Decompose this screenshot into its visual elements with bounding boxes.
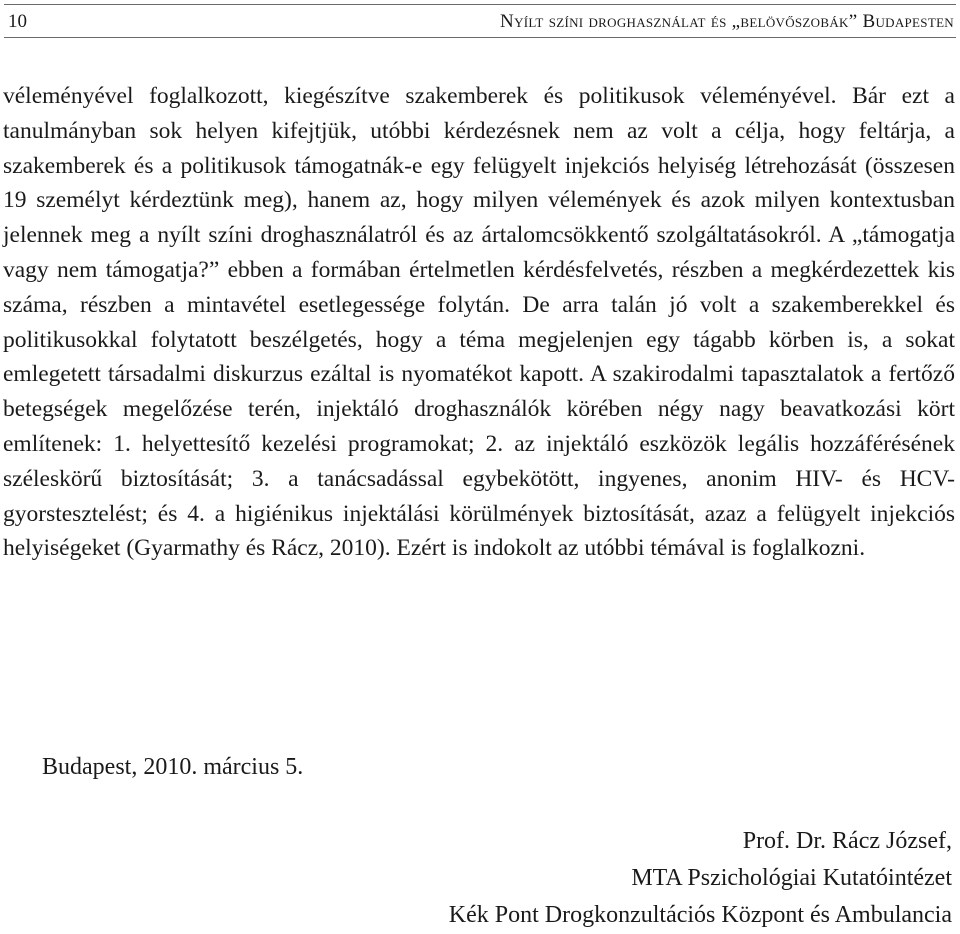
dateline: Budapest, 2010. március 5. [42, 754, 304, 780]
signature-name: Prof. Dr. Rácz József, [742, 828, 952, 854]
signature-block [449, 823, 952, 934]
page-header [4, 4, 956, 38]
page-number: 10 [8, 11, 27, 32]
running-title: Nyílt színi droghasználat és „belövőszobák” Budapesten [500, 11, 954, 32]
signature-affiliation-1: MTA Pszichológiai Kutatóintézet [631, 865, 952, 891]
body-paragraph: véleményével foglalkozott, kiegészítve szakemberek és politikusok véleményével. Bár ezt a tanulmányban sok helyen kifejtjük, utóbbi kérdezésnek nem az volt a célja, hogy feltárja, a szakemberek és a politikusok támogatnák-e egy felügyelt injekciós helyiség létrehozását (összesen 19 személyt kérdeztünk meg), hanem az, hogy milyen vélemények és azok milyen kontextusban jelennek meg a nyílt színi droghasználatról és az ártalomcsökkentő szolgáltatásokról. A „támogatja vagy nem támogatja?” ebben a formában értelmetlen kérdésfelvetés, részben a megkérdezettek kis száma, részben a mintavétel esetlegessége folytán. De arra talán jó volt a szakemberekkel és politikusokkal folytatott beszélgetés, hogy a téma megjelenjen egy tágabb körben is, a sokat emlegetett társadalmi diskurzus ezáltal is nyomatékot kapott. A szakirodalmi tapasztalatok a fertőző betegségek megelőzése terén, injektáló droghasználók körében négy nagy beavatkozási kört említenek: 1. helyettesítő kezelési programokat; 2. az injektáló eszközök legális hozzáférésének széleskörű biztosítását; 3. a tanácsadással egybekötött, ingyenes, anonim HIV- és HCV-gyorstesztelést; és 4. a higiénikus injektálási körülmények biztosítását, azaz a felügyelt injekciós helyiségeket (Gyarmathy és Rácz, 2010). Ezért is indokolt az utóbbi témával is foglalkozni. [3, 83, 955, 562]
signature-affiliation-2: Kék Pont Drogkonzultációs Központ és Ambulancia [448, 902, 952, 928]
